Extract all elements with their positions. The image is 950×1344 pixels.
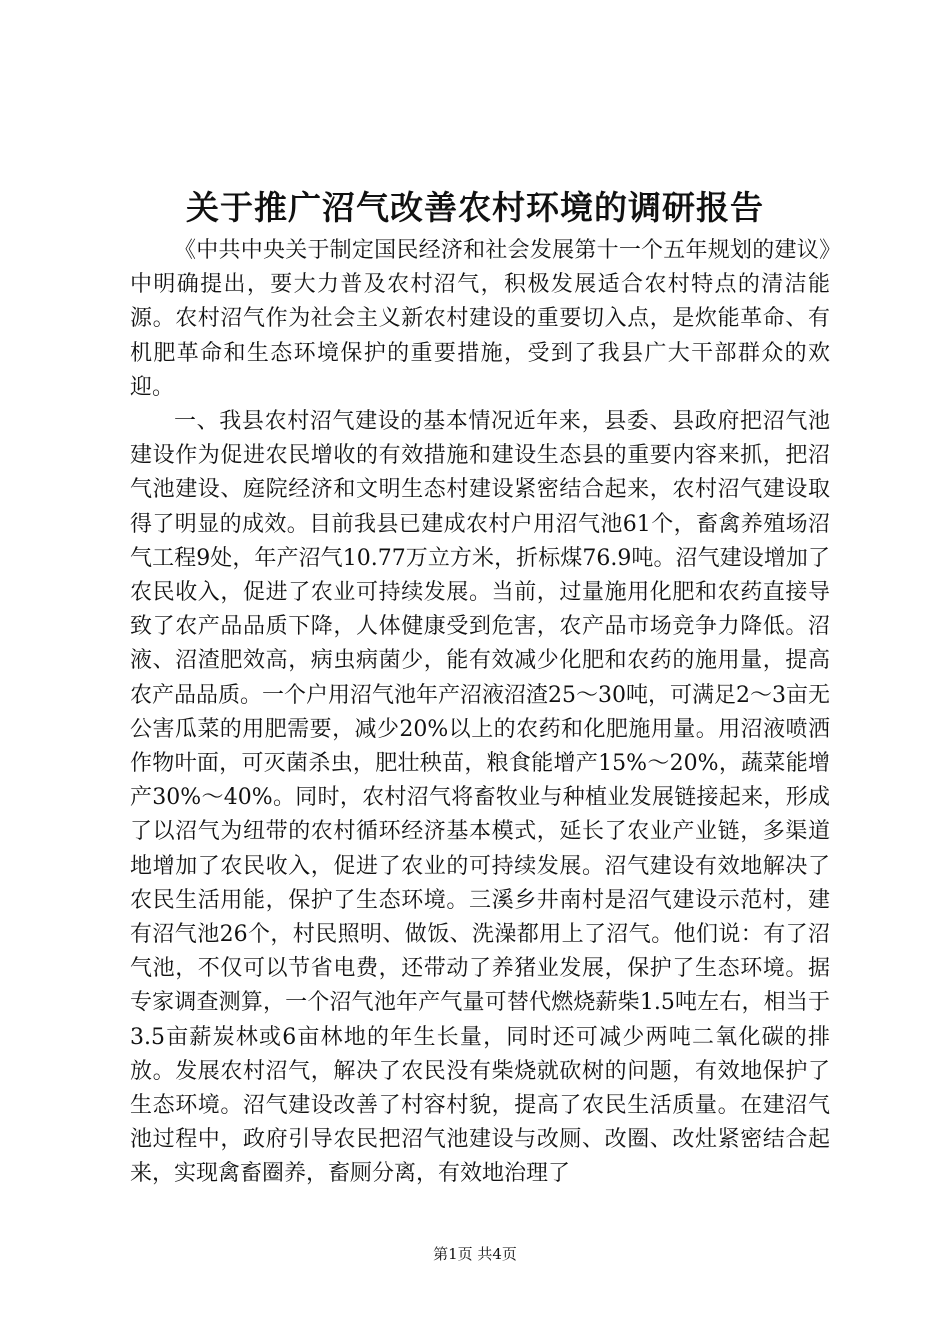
paragraph-intro: 《中共中央关于制定国民经济和社会发展第十一个五年规划的建议》中明确提出，要大力普及农村沼气，积极发展适合农村特点的清洁能源。农村沼气作为社会主义新农村建设的重要切入点，是炊能革命、有机肥革命和生态环境保护的重要措施，受到了我县广大干部群众的欢迎。 — [130, 238, 830, 400]
paragraph-section-one: 一、我县农村沼气建设的基本情况近年来，县委、县政府把沼气池建设作为促进农民增收的有效措施和建设生态县的重要内容来抓，把沼气池建设、庭院经济和文明生态村建设紧密结合起来，农村沼气建设取得了明显的成效。目前我县已建成农村户用沼气池61个，畜禽养殖场沼气工程9处，年产沼气10.77万立方米，折标煤76.9吨。沼气建设增加了农民收入，促进了农业可持续发展。当前，过量施用化肥和农药直接导致了农产品品质下降，人体健康受到危害，农产品市场竞争力降低。沼液、沼渣肥效高，病虫病菌少，能有效减少化肥和农药的施用量，提高农产品品质。一个户用沼气池年产沼液沼渣25～30吨，可满足2～3亩无公害瓜菜的用肥需要，减少20%以上的农药和化肥施用量。用沼液喷洒作物叶面，可灭菌杀虫，肥壮秧苗，粮食能增产15%～20%，蔬菜能增产30%～40%。同时，农村沼气将畜牧业与种植业发展链接起来，形成了以沼气为纽带的农村循环经济基本模式，延长了农业产业链，多渠道地增加了农民收入，促进了农业的可持续发展。沼气建设有效地解决了农民生活用能，保护了生态环境。三溪乡井南村是沼气建设示范村，建有沼气池26个，村民照明、做饭、洗澡都用上了沼气。他们说：有了沼气池，不仅可以节省电费，还带动了养猪业发展，保护了生态环境。据专家调查测算，一个沼气池年产气量可替代燃烧薪柴1.5吨左右，相当于3.5亩薪炭林或6亩林地的年生长量，同时还可减少两吨二氧化碳的排放。发展农村沼气，解决了农民没有柴烧就砍树的问题，有效地保护了生态环境。沼气建设改善了村容村貌，提高了农民生活质量。在建沼气池过程中，政府引导农民把沼气池建设与改厕、改圈、改灶紧密结合起来，实现禽畜圈养，畜厕分离，有效地治理了 — [130, 409, 830, 1187]
document-body — [130, 234, 830, 1192]
page-number-footer: 第1页 共4页 — [433, 1245, 517, 1263]
page-title: 关于推广沼气改善农村环境的调研报告 — [186, 188, 764, 227]
